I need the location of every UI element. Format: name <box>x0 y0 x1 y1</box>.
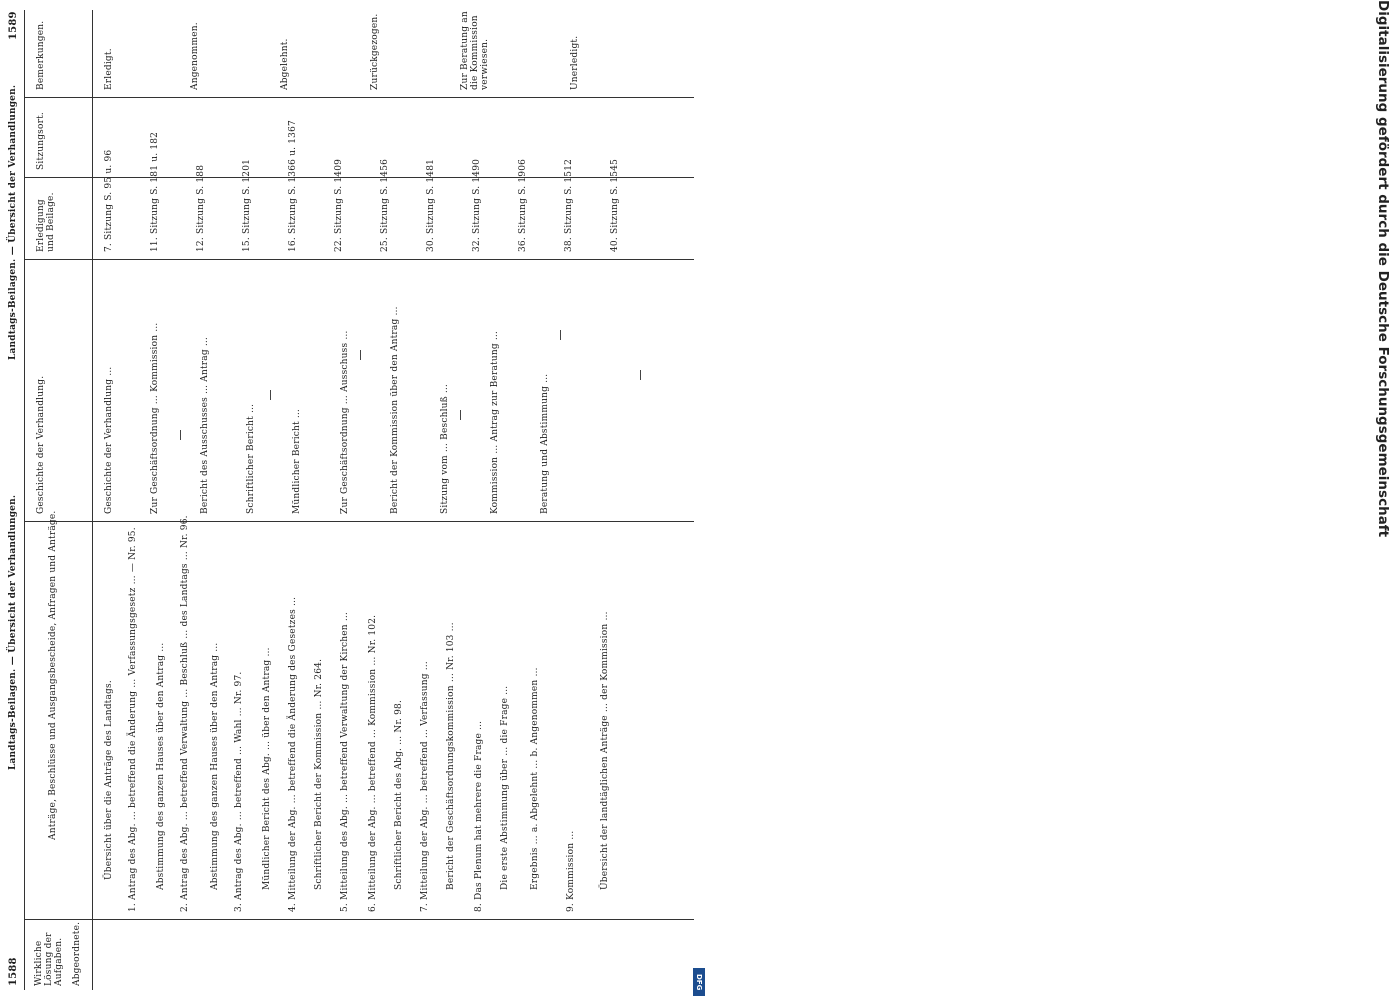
center-fold-rule <box>24 521 694 522</box>
session-entry: 16. Sitzung S. 1366 u. 1367 <box>288 120 298 252</box>
session-entry: 12. Sitzung S. 188 <box>196 164 206 252</box>
column-heading: Wirkliche Lösung der Aufgaben. <box>34 932 64 986</box>
session-entry: 15. Sitzung S. 1201 <box>242 158 252 252</box>
entry-text: Abstimmung des ganzen Hauses über den Antrag … <box>156 642 166 890</box>
entry-text: Bericht der Geschäftsordnungskommission … Nr. 103 … <box>446 622 456 890</box>
header-rule-top <box>24 10 25 990</box>
header-rule-bottom <box>92 10 93 990</box>
entry-text: 6. Mitteilung der Abg. … betreffend … Kommission … Nr. 102. <box>368 614 378 912</box>
session-entry: 30. Sitzung S. 1481 <box>426 158 436 252</box>
history-entry: Beratung und Abstimmung … <box>540 373 550 514</box>
page-header-left: Landtags-Beilagen. — Übersicht der Verhandlungen. <box>8 494 18 770</box>
column-rule <box>24 177 694 178</box>
history-entry: Bericht der Kommission über den Antrag … <box>390 306 400 514</box>
remark-entry: Erledigt. <box>104 48 114 90</box>
dash-mark <box>180 430 181 440</box>
dash-mark <box>640 370 641 380</box>
dash-mark <box>360 350 361 360</box>
session-entry: 38. Sitzung S. 1512 <box>564 158 574 252</box>
page-number-right: 1589 <box>8 11 19 40</box>
entry-text: 1. Antrag des Abg. … betreffend die Änderung … Verfassungsgesetz … — Nr. 95. <box>128 527 138 912</box>
entry-text: Abstimmung des ganzen Hauses über den Antrag … <box>210 642 220 890</box>
session-entry: 11. Sitzung S. 181 u. 182 <box>150 131 160 252</box>
session-entry: 25. Sitzung S. 1456 <box>380 158 390 252</box>
column-heading: Sitzungsort. <box>36 112 46 170</box>
page-number-left: 1588 <box>8 957 19 986</box>
entry-text: Übersicht der landtäglichen Anträge … der Kommission … <box>600 611 610 890</box>
page-header-right: Landtags-Beilagen. — Übersicht der Verhandlungen. <box>8 84 18 360</box>
session-entry: 32. Sitzung S. 1490 <box>472 158 482 252</box>
remark-entry: Zur Beratung an die Kommission verwiesen. <box>460 11 490 90</box>
dash-mark <box>270 390 271 400</box>
session-entry: 22. Sitzung S. 1409 <box>334 158 344 252</box>
history-entry: Sitzung vom … Beschluß … <box>440 383 450 514</box>
entry-text: 9. Kommission … <box>566 830 576 912</box>
dash-mark <box>460 410 461 420</box>
column-rule <box>24 259 694 260</box>
column-heading: Erledigung und Beilage. <box>36 192 56 252</box>
entry-text: Schriftlicher Bericht des Abg. … Nr. 98. <box>394 699 404 890</box>
session-entry: 40. Sitzung S. 1545 <box>610 158 620 252</box>
entry-text: Schriftlicher Bericht der Kommission … Nr. 264. <box>314 658 324 890</box>
history-entry: Bericht des Ausschusses … Antrag … <box>200 336 210 514</box>
column-rule <box>24 97 694 98</box>
history-entry: Zur Geschäftsordnung … Ausschuss … <box>340 330 350 514</box>
history-entry: Kommission … Antrag zur Beratung … <box>490 330 500 514</box>
history-entry: Zur Geschäftsordnung … Kommission … <box>150 322 160 514</box>
column-heading: Abgeordnete. <box>72 921 82 986</box>
column-heading: Bemerkungen. <box>36 20 46 90</box>
dash-mark <box>560 330 561 340</box>
remark-entry: Angenommen. <box>190 22 200 90</box>
remark-entry: Unerledigt. <box>570 35 580 90</box>
remark-entry: Abgelehnt. <box>280 38 290 90</box>
footer <box>691 0 1391 1000</box>
entry-text: Ergebnis … a. Abgelehnt … b. Angenommen … <box>530 667 540 890</box>
entry-text: 7. Mitteilung der Abg. … betreffend … Verfassung … <box>420 661 430 912</box>
entry-text: 8. Das Plenum hat mehrere die Frage … <box>474 720 484 912</box>
history-entry: Schriftlicher Bericht … <box>246 403 256 514</box>
remark-entry: Zurückgezogen. <box>370 13 380 90</box>
entry-text: 2. Antrag des Abg. … betreffend Verwaltung … Beschluß … des Landtags … Nr. 96. <box>180 515 190 912</box>
entry-text: Die erste Abstimmung über … die Frage … <box>500 685 510 890</box>
entry-text: 4. Mitteilung der Abg. … betreffend die Änderung des Gesetzes … <box>288 596 298 912</box>
session-entry: 36. Sitzung S. 1906 <box>518 158 528 252</box>
dfg-logo: DFG <box>693 968 705 996</box>
column-heading: Geschichte der Verhandlung. <box>36 375 46 514</box>
column-heading: Anträge, Beschlüsse und Ausgangsbescheide, Anfragen und Anträge. <box>48 510 58 840</box>
entry-text: 3. Antrag des Abg. … betreffend … Wahl … Nr. 97. <box>234 671 244 912</box>
column-rule <box>24 919 694 920</box>
session-entry: 7. Sitzung S. 95 u. 96 <box>104 149 114 252</box>
entry-text: Übersicht über die Anträge des Landtags. <box>104 680 114 880</box>
entry-text: Mündlicher Bericht des Abg. … über den Antrag … <box>262 647 272 890</box>
history-entry: Geschichte der Verhandlung … <box>104 366 114 514</box>
footer-text: Digitalisierung gefördert durch die Deutsche Forschungsgemeinschaft <box>1375 0 1391 538</box>
entry-text: 5. Mitteilung des Abg. … betreffend Verwaltung der Kirchen … <box>340 611 350 912</box>
history-entry: Mündlicher Bericht … <box>292 408 302 514</box>
